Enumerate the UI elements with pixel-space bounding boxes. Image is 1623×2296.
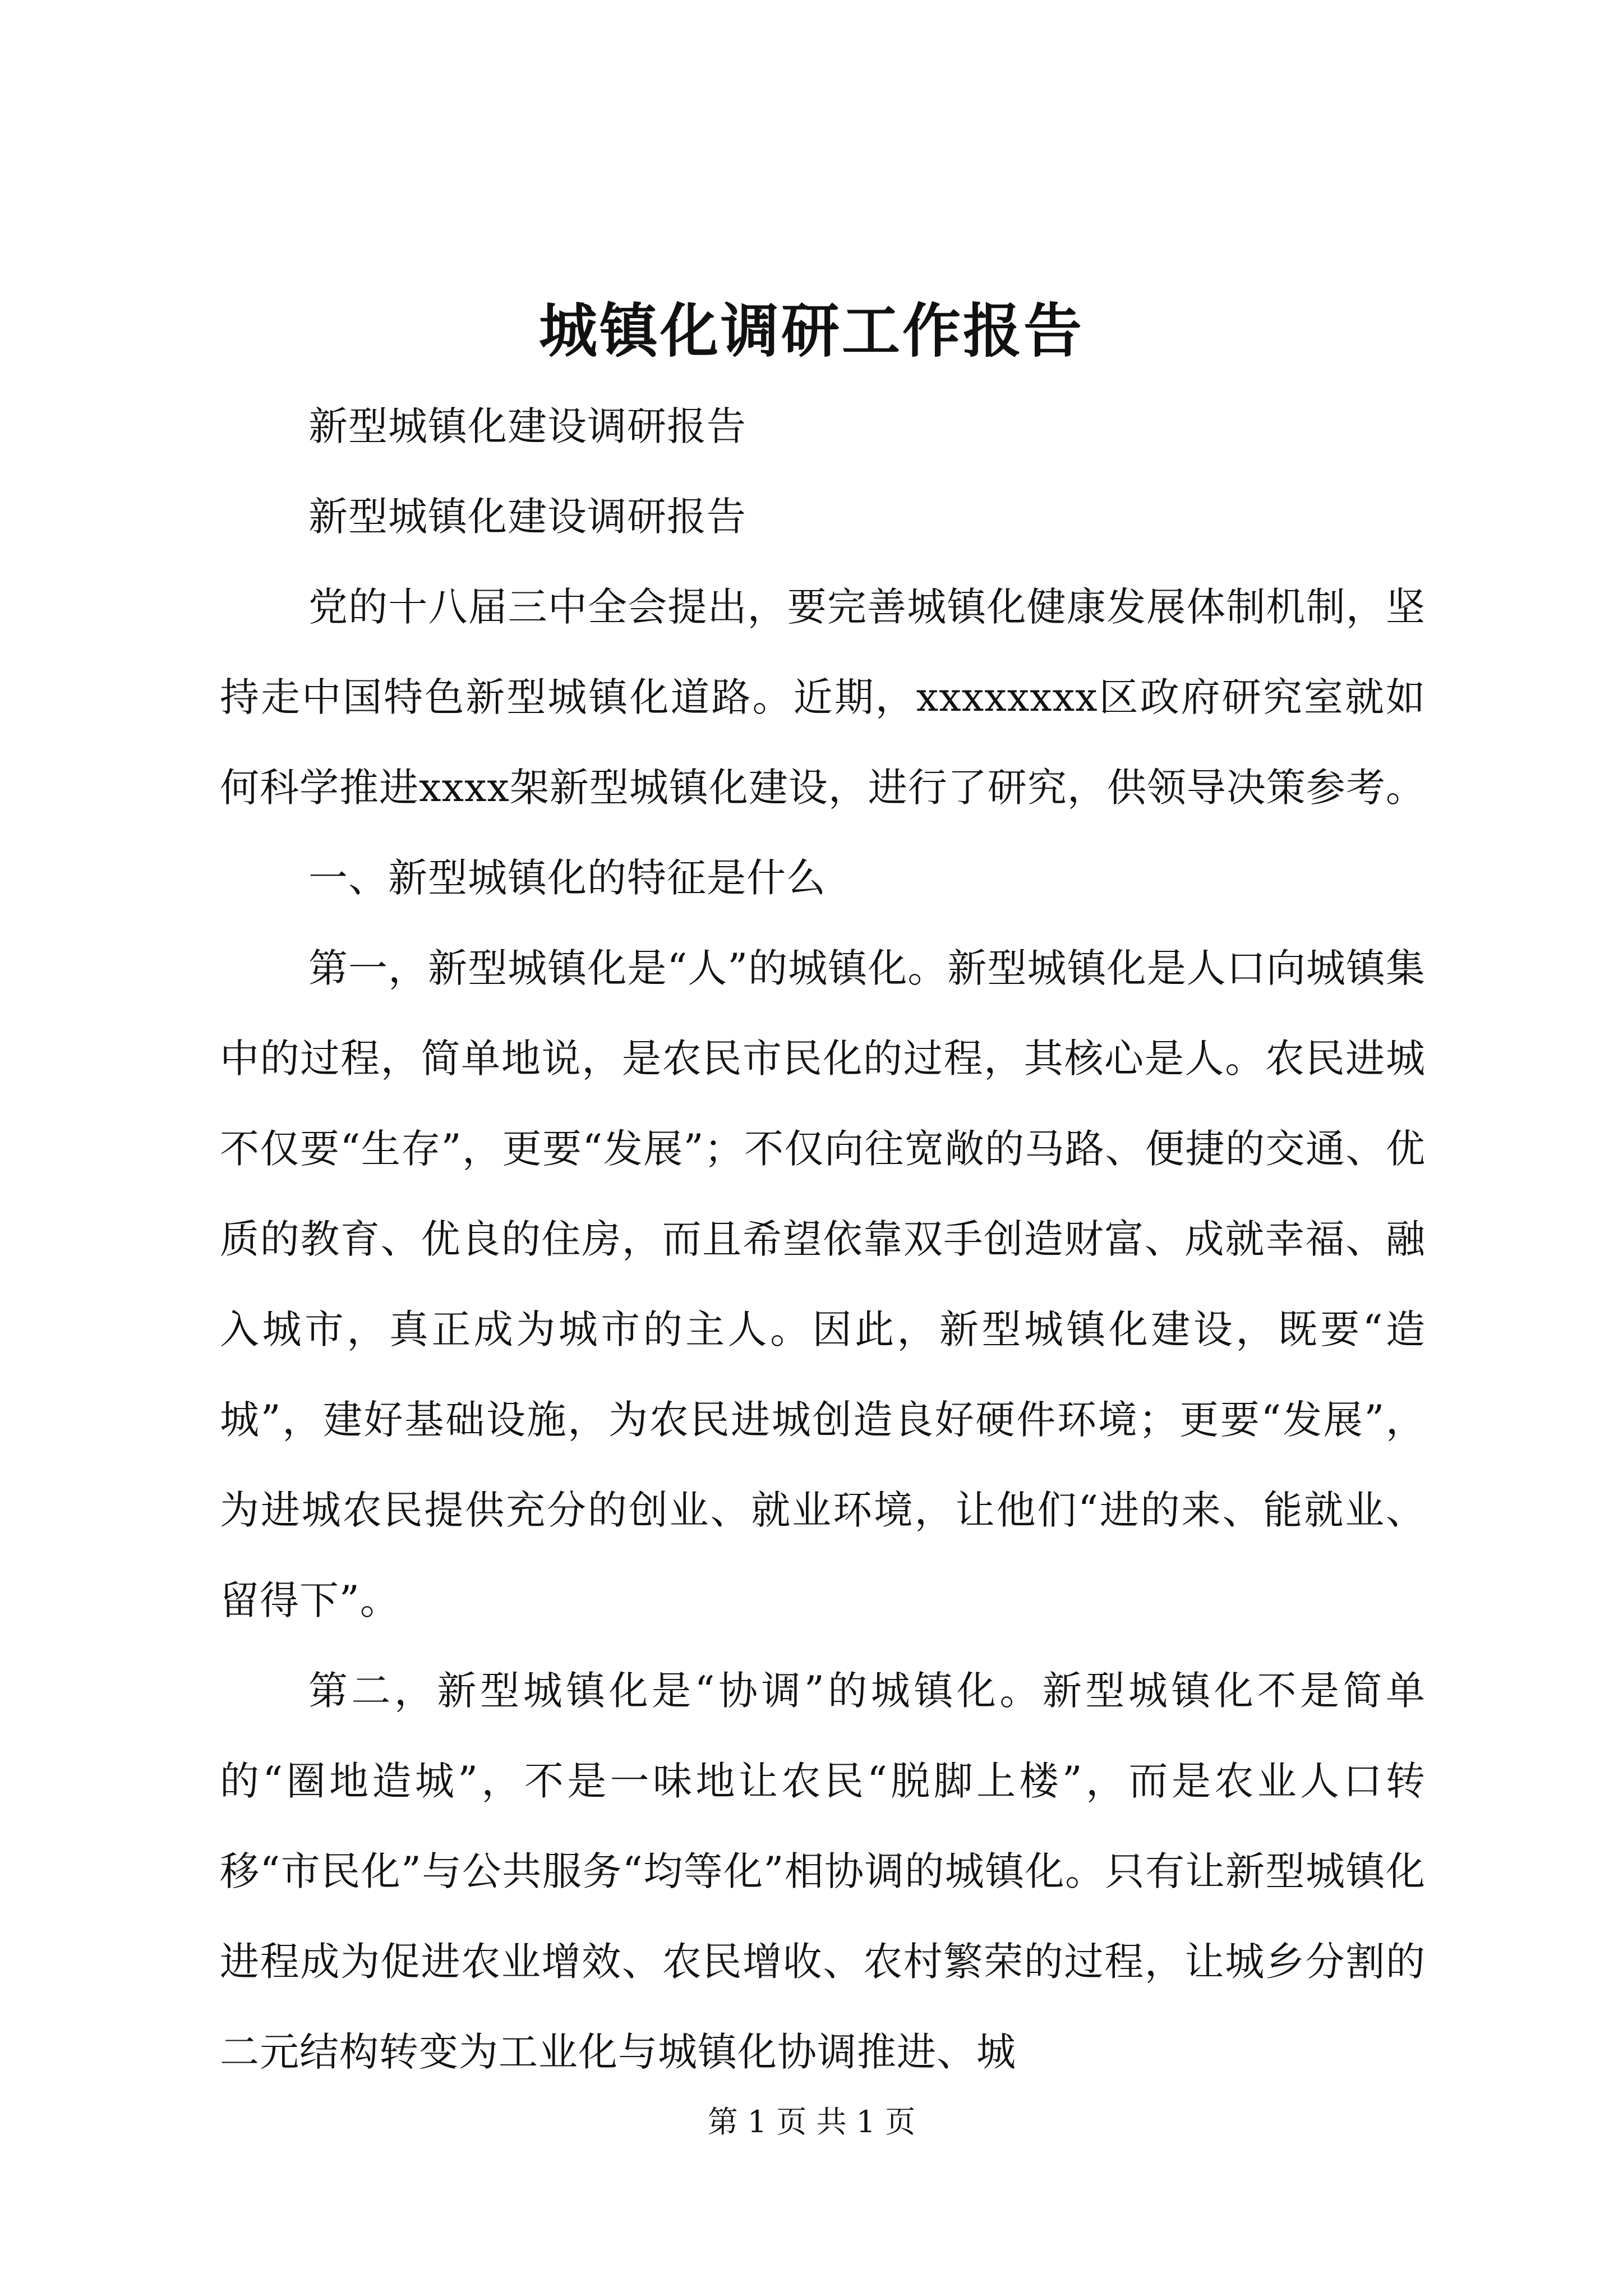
paragraph-second-point: 第二，新型城镇化是“协调”的城镇化。新型城镇化不是简单的“圈地造城”，不是一味地让农民“脱脚上楼”，而是农业人口转移“市民化”与公共服务“均等化”相协调的城镇化。只有让新型城镇化进程成为促进农业增效、农民增收、农村繁荣的过程，让城乡分割的二元结构转变为工业化与城镇化协调推进、城 bbox=[220, 1668, 1426, 2075]
paragraph-intro: 党的十八届三中全会提出，要完善城镇化健康发展体制机制，坚持走中国特色新型城镇化道路。近期，xxxxxxxx区政府研究室就如何科学推进xxxx架新型城镇化建设，进行了研究，供领导决策参考。 bbox=[220, 584, 1426, 811]
paragraph-subtitle-1: 新型城镇化建设调研报告 bbox=[308, 403, 746, 449]
document-body bbox=[220, 381, 1426, 2097]
paragraph-subtitle-2: 新型城镇化建设调研报告 bbox=[308, 494, 746, 540]
page-number-footer: 第 1 页 共 1 页 bbox=[707, 2104, 916, 2139]
section-heading-1: 一、新型城镇化的特征是什么 bbox=[308, 855, 826, 901]
document-title: 城镇化调研工作报告 bbox=[538, 296, 1084, 365]
paragraph-first-point: 第一，新型城镇化是“人”的城镇化。新型城镇化是人口向城镇集中的过程，简单地说，是农民市民化的过程，其核心是人。农民进城不仅要“生存”，更要“发展”；不仅向往宽敞的马路、便捷的交通、优质的教育、优良的住房，而且希望依靠双手创造财富、成就幸福、融入城市，真正成为城市的主人。因此，新型城镇化建设，既要“造城”，建好基础设施，为农民进城创造良好硬件环境；更要“发展”，为进城农民提供充分的创业、就业环境，让他们“进的来、能就业、留得下”。 bbox=[220, 945, 1426, 1623]
